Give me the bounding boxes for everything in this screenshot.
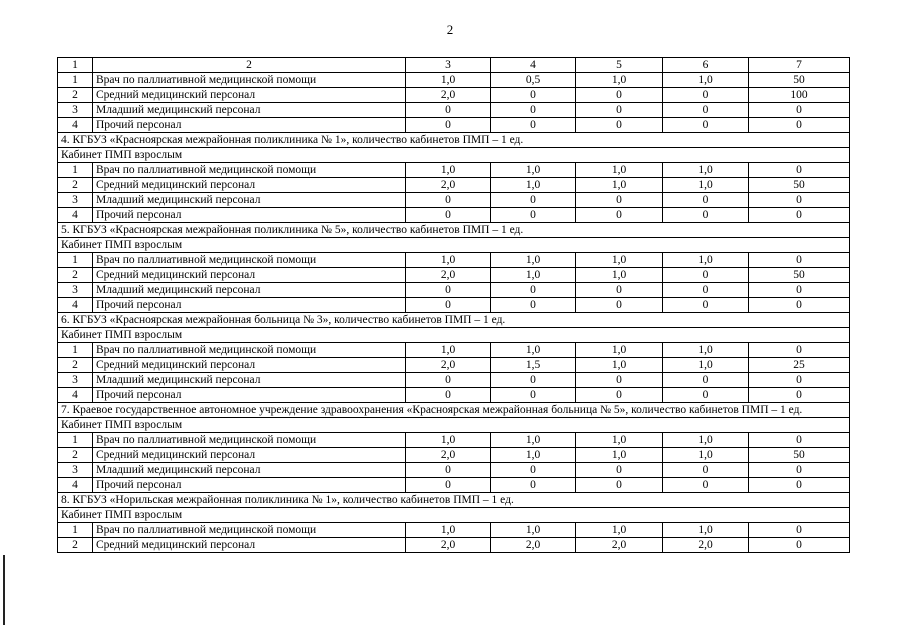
- column-number: 4: [491, 58, 576, 73]
- value-col-6: 1,0: [663, 358, 749, 373]
- value-col-3: 2,0: [406, 88, 491, 103]
- section-title-row: [58, 493, 850, 508]
- value-col-6: 1,0: [663, 448, 749, 463]
- table-row: [58, 208, 850, 223]
- value-col-3: 0: [406, 118, 491, 133]
- table-row: [58, 523, 850, 538]
- value-col-7: 50: [749, 73, 850, 88]
- value-col-5: 1,0: [576, 178, 663, 193]
- table-row: [58, 478, 850, 493]
- column-number: 1: [58, 58, 93, 73]
- value-col-7: 100: [749, 88, 850, 103]
- value-col-5: 1,0: [576, 448, 663, 463]
- value-col-3: 2,0: [406, 268, 491, 283]
- row-index: 3: [58, 283, 93, 298]
- value-col-6: 0: [663, 193, 749, 208]
- value-col-3: 1,0: [406, 523, 491, 538]
- position-name: Младший медицинский персонал: [93, 283, 406, 298]
- row-index: 1: [58, 343, 93, 358]
- value-col-3: 1,0: [406, 73, 491, 88]
- value-col-4: 0: [491, 478, 576, 493]
- value-col-4: 0,5: [491, 73, 576, 88]
- value-col-6: 0: [663, 268, 749, 283]
- page-number: 2: [446, 22, 454, 37]
- value-col-6: 1,0: [663, 433, 749, 448]
- position-name: Врач по паллиативной медицинской помощи: [93, 73, 406, 88]
- value-col-5: 1,0: [576, 73, 663, 88]
- value-col-7: 0: [749, 538, 850, 553]
- value-col-6: 0: [663, 478, 749, 493]
- value-col-6: 0: [663, 103, 749, 118]
- position-name: Средний медицинский персонал: [93, 88, 406, 103]
- table-row: [58, 358, 850, 373]
- position-name: Врач по паллиативной медицинской помощи: [93, 523, 406, 538]
- value-col-4: 0: [491, 193, 576, 208]
- column-number: 2: [93, 58, 406, 73]
- value-col-7: 50: [749, 448, 850, 463]
- value-col-3: 0: [406, 388, 491, 403]
- value-col-6: 0: [663, 283, 749, 298]
- value-col-7: 0: [749, 433, 850, 448]
- value-col-7: 0: [749, 103, 850, 118]
- value-col-5: 2,0: [576, 538, 663, 553]
- position-name: Прочий персонал: [93, 478, 406, 493]
- section-subtitle: Кабинет ПМП взрослым: [58, 238, 850, 253]
- table-row: [58, 118, 850, 133]
- value-col-3: 2,0: [406, 358, 491, 373]
- value-col-3: 0: [406, 103, 491, 118]
- value-col-3: 0: [406, 208, 491, 223]
- value-col-4: 1,0: [491, 523, 576, 538]
- row-index: 2: [58, 88, 93, 103]
- value-col-7: 0: [749, 118, 850, 133]
- value-col-3: 0: [406, 193, 491, 208]
- table-row: [58, 88, 850, 103]
- value-col-6: 0: [663, 208, 749, 223]
- table-row: [58, 253, 850, 268]
- value-col-4: 0: [491, 373, 576, 388]
- value-col-3: 0: [406, 298, 491, 313]
- position-name: Врач по паллиативной медицинской помощи: [93, 163, 406, 178]
- table-body: [58, 58, 850, 553]
- value-col-3: 1,0: [406, 253, 491, 268]
- table-row: [58, 283, 850, 298]
- value-col-3: 0: [406, 283, 491, 298]
- row-index: 4: [58, 478, 93, 493]
- value-col-6: 2,0: [663, 538, 749, 553]
- table-row: [58, 538, 850, 553]
- table-row: [58, 433, 850, 448]
- value-col-7: 0: [749, 343, 850, 358]
- row-index: 4: [58, 388, 93, 403]
- row-index: 2: [58, 178, 93, 193]
- row-index: 4: [58, 118, 93, 133]
- value-col-5: 1,0: [576, 268, 663, 283]
- section-title-row: [58, 313, 850, 328]
- value-col-3: 0: [406, 463, 491, 478]
- value-col-6: 0: [663, 88, 749, 103]
- row-index: 4: [58, 298, 93, 313]
- value-col-5: 0: [576, 388, 663, 403]
- value-col-3: 1,0: [406, 433, 491, 448]
- value-col-4: 0: [491, 388, 576, 403]
- value-col-5: 1,0: [576, 433, 663, 448]
- position-name: Средний медицинский персонал: [93, 538, 406, 553]
- value-col-4: 1,0: [491, 178, 576, 193]
- table-row: [58, 343, 850, 358]
- value-col-4: 1,5: [491, 358, 576, 373]
- value-col-4: 0: [491, 103, 576, 118]
- column-number: 3: [406, 58, 491, 73]
- value-col-6: 1,0: [663, 178, 749, 193]
- column-number: 6: [663, 58, 749, 73]
- column-number: 7: [749, 58, 850, 73]
- value-col-4: 1,0: [491, 433, 576, 448]
- row-index: 2: [58, 268, 93, 283]
- value-col-4: 1,0: [491, 448, 576, 463]
- value-col-7: 50: [749, 268, 850, 283]
- position-name: Младший медицинский персонал: [93, 103, 406, 118]
- position-name: Прочий персонал: [93, 118, 406, 133]
- table-row: [58, 163, 850, 178]
- value-col-7: 25: [749, 358, 850, 373]
- row-index: 2: [58, 358, 93, 373]
- section-subtitle-row: [58, 148, 850, 163]
- value-col-3: 1,0: [406, 163, 491, 178]
- value-col-5: 0: [576, 88, 663, 103]
- section-title-row: [58, 223, 850, 238]
- value-col-5: 0: [576, 478, 663, 493]
- value-col-7: 0: [749, 463, 850, 478]
- row-index: 1: [58, 523, 93, 538]
- position-name: Младший медицинский персонал: [93, 373, 406, 388]
- position-name: Врач по паллиативной медицинской помощи: [93, 253, 406, 268]
- value-col-7: 50: [749, 178, 850, 193]
- row-index: 1: [58, 433, 93, 448]
- table-row: [58, 268, 850, 283]
- position-name: Врач по паллиативной медицинской помощи: [93, 433, 406, 448]
- section-title: 7. Краевое государственное автономное учреждение здравоохранения «Красноярская межрайонная больница № 5», количество кабинетов ПМП – 1 ед.: [58, 403, 850, 418]
- value-col-5: 0: [576, 298, 663, 313]
- section-subtitle-row: [58, 328, 850, 343]
- section-subtitle: Кабинет ПМП взрослым: [58, 508, 850, 523]
- position-name: Младший медицинский персонал: [93, 193, 406, 208]
- value-col-6: 0: [663, 118, 749, 133]
- value-col-6: 1,0: [663, 73, 749, 88]
- row-index: 1: [58, 163, 93, 178]
- position-name: Прочий персонал: [93, 208, 406, 223]
- table-row: [58, 298, 850, 313]
- table-row: [58, 373, 850, 388]
- row-index: 1: [58, 73, 93, 88]
- position-name: Младший медицинский персонал: [93, 463, 406, 478]
- value-col-6: 0: [663, 463, 749, 478]
- value-col-4: 0: [491, 88, 576, 103]
- value-col-5: 1,0: [576, 163, 663, 178]
- position-name: Прочий персонал: [93, 298, 406, 313]
- value-col-5: 1,0: [576, 253, 663, 268]
- value-col-7: 0: [749, 388, 850, 403]
- value-col-5: 1,0: [576, 358, 663, 373]
- value-col-4: 0: [491, 283, 576, 298]
- value-col-7: 0: [749, 283, 850, 298]
- value-col-6: 1,0: [663, 343, 749, 358]
- position-name: Прочий персонал: [93, 388, 406, 403]
- section-title-row: [58, 133, 850, 148]
- value-col-4: 0: [491, 298, 576, 313]
- value-col-7: 0: [749, 523, 850, 538]
- value-col-3: 1,0: [406, 343, 491, 358]
- value-col-6: 1,0: [663, 253, 749, 268]
- row-index: 3: [58, 373, 93, 388]
- row-index: 3: [58, 103, 93, 118]
- row-index: 2: [58, 448, 93, 463]
- value-col-4: 1,0: [491, 163, 576, 178]
- position-name: Врач по паллиативной медицинской помощи: [93, 343, 406, 358]
- position-name: Средний медицинский персонал: [93, 268, 406, 283]
- value-col-4: 0: [491, 463, 576, 478]
- row-index: 1: [58, 253, 93, 268]
- value-col-7: 0: [749, 298, 850, 313]
- section-subtitle: Кабинет ПМП взрослым: [58, 148, 850, 163]
- column-number: 5: [576, 58, 663, 73]
- row-index: 2: [58, 538, 93, 553]
- position-name: Средний медицинский персонал: [93, 358, 406, 373]
- section-title: 5. КГБУЗ «Красноярская межрайонная поликлиника № 5», количество кабинетов ПМП – 1 ед.: [58, 223, 850, 238]
- value-col-6: 0: [663, 298, 749, 313]
- value-col-5: 0: [576, 208, 663, 223]
- section-subtitle-row: [58, 238, 850, 253]
- section-subtitle: Кабинет ПМП взрослым: [58, 328, 850, 343]
- table-row: [58, 193, 850, 208]
- section-title: 6. КГБУЗ «Красноярская межрайонная больница № 3», количество кабинетов ПМП – 1 ед.: [58, 313, 850, 328]
- table-row: [58, 448, 850, 463]
- value-col-6: 1,0: [663, 163, 749, 178]
- value-col-6: 0: [663, 388, 749, 403]
- value-col-5: 0: [576, 193, 663, 208]
- value-col-5: 0: [576, 118, 663, 133]
- position-name: Средний медицинский персонал: [93, 448, 406, 463]
- section-subtitle: Кабинет ПМП взрослым: [58, 418, 850, 433]
- value-col-3: 0: [406, 478, 491, 493]
- value-col-5: 1,0: [576, 523, 663, 538]
- table-row: [58, 103, 850, 118]
- value-col-7: 0: [749, 208, 850, 223]
- position-name: Средний медицинский персонал: [93, 178, 406, 193]
- column-number-row: [58, 58, 850, 73]
- value-col-7: 0: [749, 163, 850, 178]
- value-col-4: 1,0: [491, 343, 576, 358]
- value-col-7: 0: [749, 373, 850, 388]
- table-row: [58, 73, 850, 88]
- value-col-3: 0: [406, 373, 491, 388]
- staffing-table: [57, 57, 850, 553]
- scan-edge-mark: [3, 555, 5, 625]
- value-col-6: 1,0: [663, 523, 749, 538]
- value-col-5: 1,0: [576, 343, 663, 358]
- value-col-4: 1,0: [491, 268, 576, 283]
- value-col-7: 0: [749, 253, 850, 268]
- value-col-5: 0: [576, 103, 663, 118]
- section-subtitle-row: [58, 418, 850, 433]
- value-col-5: 0: [576, 463, 663, 478]
- row-index: 3: [58, 193, 93, 208]
- section-title: 4. КГБУЗ «Красноярская межрайонная поликлиника № 1», количество кабинетов ПМП – 1 ед.: [58, 133, 850, 148]
- section-subtitle-row: [58, 508, 850, 523]
- value-col-3: 2,0: [406, 448, 491, 463]
- value-col-4: 2,0: [491, 538, 576, 553]
- value-col-3: 2,0: [406, 538, 491, 553]
- value-col-7: 0: [749, 193, 850, 208]
- value-col-3: 2,0: [406, 178, 491, 193]
- row-index: 3: [58, 463, 93, 478]
- value-col-6: 0: [663, 373, 749, 388]
- section-title: 8. КГБУЗ «Норильская межрайонная поликлиника № 1», количество кабинетов ПМП – 1 ед.: [58, 493, 850, 508]
- value-col-4: 1,0: [491, 253, 576, 268]
- value-col-5: 0: [576, 373, 663, 388]
- value-col-7: 0: [749, 478, 850, 493]
- value-col-4: 0: [491, 118, 576, 133]
- table-row: [58, 463, 850, 478]
- value-col-5: 0: [576, 283, 663, 298]
- table-row: [58, 388, 850, 403]
- value-col-4: 0: [491, 208, 576, 223]
- row-index: 4: [58, 208, 93, 223]
- section-title-row: [58, 403, 850, 418]
- table-row: [58, 178, 850, 193]
